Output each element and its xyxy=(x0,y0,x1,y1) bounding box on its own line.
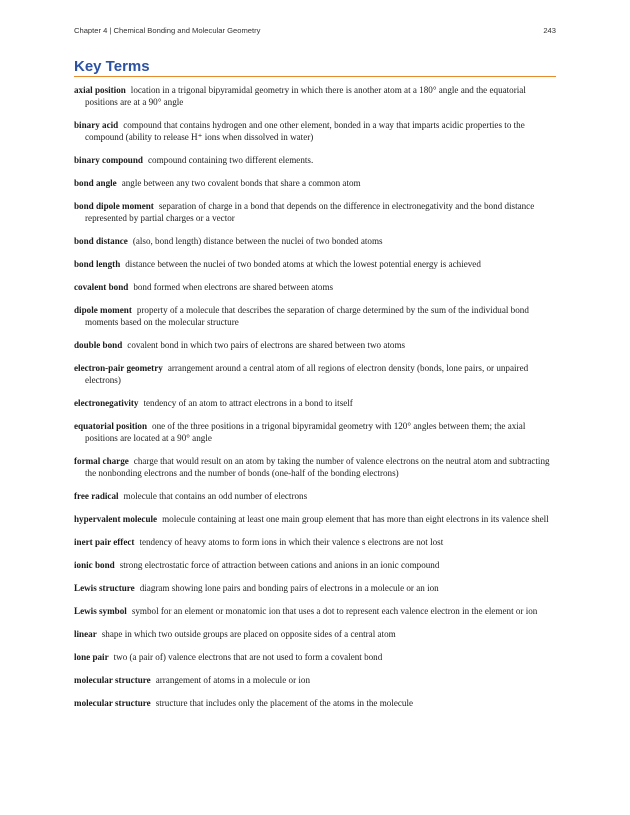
section-title: Key Terms xyxy=(74,58,150,75)
glossary-term: binary compound xyxy=(74,155,143,165)
glossary-definition: (also, bond length) distance between the nuclei of two bonded atoms xyxy=(132,236,383,246)
glossary-term: electron-pair geometry xyxy=(74,363,163,373)
glossary-entry xyxy=(74,235,556,247)
glossary-term: molecular structure xyxy=(74,675,151,685)
glossary-term: hypervalent molecule xyxy=(74,514,158,524)
glossary-entry xyxy=(74,258,556,270)
glossary-entry xyxy=(74,362,556,386)
glossary-term: inert pair effect xyxy=(74,537,135,547)
glossary-term: bond distance xyxy=(74,236,128,246)
glossary-definition: tendency of an atom to attract electrons in a bond to itself xyxy=(143,398,353,408)
glossary-definition: bond formed when electrons are shared between atoms xyxy=(133,282,334,292)
glossary-entry xyxy=(74,177,556,189)
glossary-definition: symbol for an element or monatomic ion that uses a dot to represent each valence electron in the element or ion xyxy=(131,606,538,616)
glossary-term: free radical xyxy=(74,491,119,501)
glossary-term: binary acid xyxy=(74,120,119,130)
glossary-entry xyxy=(74,397,556,409)
glossary-term: electronegativity xyxy=(74,398,139,408)
glossary-term: covalent bond xyxy=(74,282,129,292)
key-terms-list xyxy=(74,84,556,720)
glossary-definition: angle between any two covalent bonds that share a common atom xyxy=(121,178,361,188)
glossary-term: molecular structure xyxy=(74,698,151,708)
glossary-entry xyxy=(74,281,556,293)
glossary-entry xyxy=(74,536,556,548)
glossary-definition: strong electrostatic force of attraction between cations and anions in an ionic compound xyxy=(119,560,440,570)
glossary-entry xyxy=(74,582,556,594)
glossary-definition: distance between the nuclei of two bonded atoms at which the lowest potential energy is achieved xyxy=(125,259,481,269)
glossary-entry xyxy=(74,420,556,444)
glossary-definition: molecule that contains an odd number of electrons xyxy=(123,491,308,501)
glossary-term: bond dipole moment xyxy=(74,201,154,211)
chapter-title: Chapter 4 | Chemical Bonding and Molecular Geometry xyxy=(74,26,261,35)
glossary-term: Lewis structure xyxy=(74,583,135,593)
glossary-entry xyxy=(74,559,556,571)
section-title-underline xyxy=(74,76,556,77)
glossary-definition: one of the three positions in a trigonal bipyramidal geometry with 120° angles between them; the axial positions are located at a 90° angle xyxy=(85,421,526,443)
glossary-term: axial position xyxy=(74,85,126,95)
glossary-definition: shape in which two outside groups are placed on opposite sides of a central atom xyxy=(101,629,396,639)
glossary-definition: separation of charge in a bond that depends on the difference in electronegativity and the bond distance represented by partial charges or a vector xyxy=(85,201,535,223)
glossary-term: bond length xyxy=(74,259,121,269)
glossary-entry xyxy=(74,200,556,224)
glossary-term: lone pair xyxy=(74,652,109,662)
glossary-term: equatorial position xyxy=(74,421,148,431)
running-head xyxy=(74,26,556,35)
glossary-entry xyxy=(74,84,556,108)
glossary-entry xyxy=(74,651,556,663)
glossary-term: formal charge xyxy=(74,456,129,466)
glossary-entry xyxy=(74,119,556,143)
glossary-definition: arrangement around a central atom of all regions of electron density (bonds, lone pairs, or unpaired electrons) xyxy=(85,363,529,385)
page-number: 243 xyxy=(543,26,556,35)
glossary-entry xyxy=(74,455,556,479)
glossary-definition: arrangement of atoms in a molecule or ion xyxy=(155,675,310,685)
glossary-entry xyxy=(74,674,556,686)
glossary-definition: covalent bond in which two pairs of electrons are shared between two atoms xyxy=(127,340,406,350)
glossary-entry xyxy=(74,304,556,328)
glossary-entry xyxy=(74,628,556,640)
glossary-definition: charge that would result on an atom by taking the number of valence electrons on the neutral atom and subtracting the nonbonding electrons and the number of bonds (one-half of the bonding electrons) xyxy=(85,456,550,478)
glossary-entry xyxy=(74,339,556,351)
glossary-entry xyxy=(74,605,556,617)
glossary-term: linear xyxy=(74,629,97,639)
glossary-definition: structure that includes only the placement of the atoms in the molecule xyxy=(155,698,414,708)
glossary-term: Lewis symbol xyxy=(74,606,127,616)
glossary-definition: diagram showing lone pairs and bonding pairs of electrons in a molecule or an ion xyxy=(139,583,439,593)
glossary-definition: property of a molecule that describes the separation of charge determined by the sum of the individual bond moments based on the molecular structure xyxy=(85,305,529,327)
glossary-definition: compound that contains hydrogen and one other element, bonded in a way that imparts acidic properties to the compound (ability to release H⁺ ions when dissolved in water) xyxy=(85,120,525,142)
glossary-term: bond angle xyxy=(74,178,117,188)
glossary-entry xyxy=(74,697,556,709)
glossary-definition: molecule containing at least one main group element that has more than eight electrons in its valence shell xyxy=(162,514,549,524)
glossary-term: dipole moment xyxy=(74,305,132,315)
glossary-definition: tendency of heavy atoms to form ions in which their valence s electrons are not lost xyxy=(139,537,444,547)
glossary-entry xyxy=(74,154,556,166)
glossary-term: double bond xyxy=(74,340,123,350)
glossary-definition: compound containing two different elements. xyxy=(147,155,314,165)
glossary-definition: two (a pair of) valence electrons that are not used to form a covalent bond xyxy=(113,652,383,662)
glossary-term: ionic bond xyxy=(74,560,115,570)
glossary-entry xyxy=(74,490,556,502)
glossary-entry xyxy=(74,513,556,525)
glossary-definition: location in a trigonal bipyramidal geometry in which there is another atom at a 180° angle and the equatorial positions are at a 90° angle xyxy=(85,85,526,107)
